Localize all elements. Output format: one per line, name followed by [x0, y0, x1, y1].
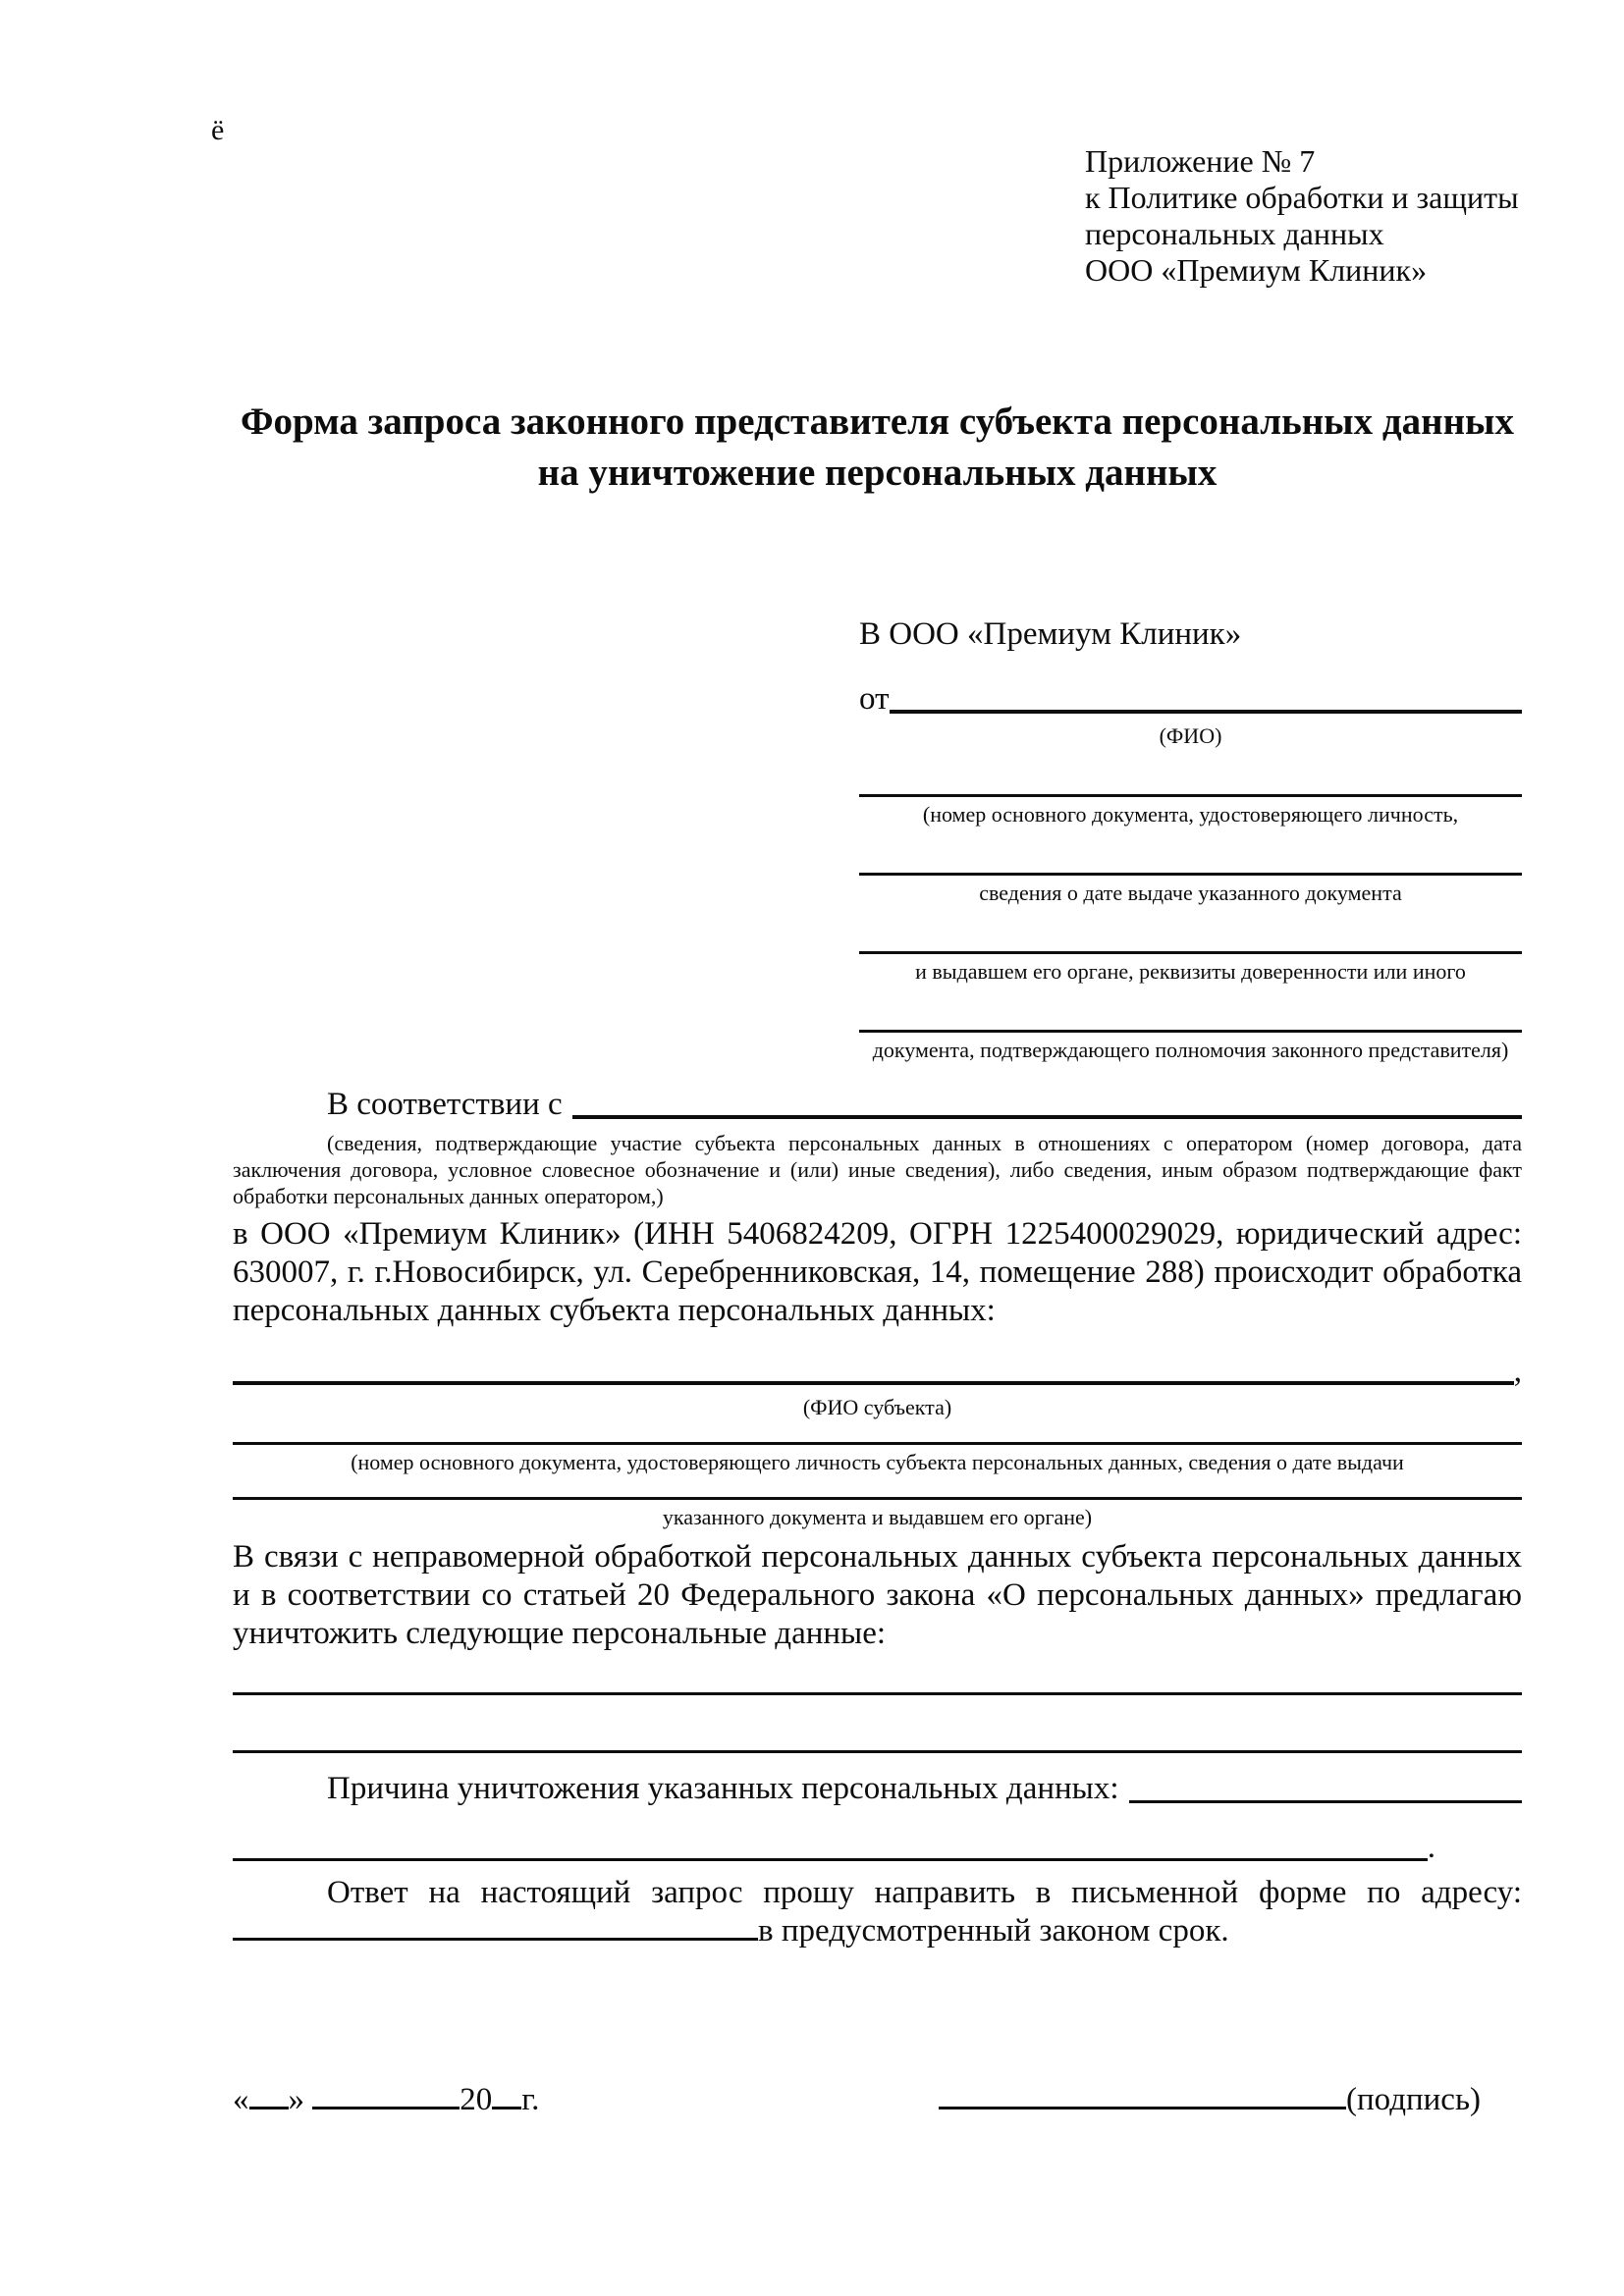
- doc-number-caption: (номер основного документа, удостоверяющего личность,: [922, 802, 1459, 827]
- response-paragraph: [233, 1874, 1522, 1950]
- date-year-blank: [492, 2107, 521, 2109]
- subject-doc-blank-line-1: [233, 1442, 1522, 1445]
- appendix-header-line: к Политике обработки и защиты: [1085, 180, 1519, 215]
- appendix-header-line: персональных данных: [1085, 216, 1384, 251]
- response-tail: в предусмотренный законом срок.: [758, 1913, 1229, 1949]
- fio-caption: (ФИО): [1159, 723, 1222, 748]
- subject-fio-blank-line: [233, 1381, 1514, 1385]
- reason-line-period: .: [1427, 1830, 1435, 1865]
- from-label: от: [859, 681, 890, 717]
- reason-continuation-row: [233, 1830, 1435, 1866]
- date-year-prefix: 20: [460, 2082, 493, 2117]
- accordance-blank-line: [572, 1115, 1522, 1119]
- date-quote-open: «: [233, 2082, 249, 2117]
- subject-doc-blank-line-2: [233, 1497, 1522, 1500]
- document-content: [233, 0, 1522, 2119]
- reason-row: [233, 1769, 1522, 1808]
- issue-date-blank-line: [859, 873, 1522, 876]
- data-blank-line-2: [233, 1750, 1522, 1753]
- authority-doc-blank-line: [859, 1030, 1522, 1033]
- operator-paragraph: в ООО «Премиум Клиник» (ИНН 5406824209, ОГРН 1225400029029, юридический адрес: 630007, г. г.Новосибирск, ул. Серебренниковская, 14, помещение 288) происходит обработка персональных данных субъекта персональных данных:: [233, 1216, 1522, 1328]
- reason-blank-line: [1129, 1800, 1522, 1803]
- date-year-suffix: г.: [521, 2082, 540, 2117]
- accordance-row: [233, 1085, 1522, 1124]
- accordance-note: (сведения, подтверждающие участие субъекта персональных данных в отношениях с оператором (номер договора, дата заключения договора, условное словесное обозначение и (или) иные сведения), либо сведения, иным образом подтверждающие факт обработки персональных данных оператором,): [233, 1131, 1522, 1208]
- date-day-blank: [249, 2107, 289, 2109]
- data-blank-line-1: [233, 1692, 1522, 1695]
- signature-field: [939, 2080, 1481, 2119]
- stray-character: ё: [211, 114, 225, 146]
- document-title-line2: на уничтожение персональных данных: [537, 452, 1218, 494]
- subject-fio-row: [233, 1354, 1522, 1390]
- signature-row: [233, 2080, 1522, 2119]
- issuing-authority-blank-line: [859, 951, 1522, 954]
- signature-caption: (подпись): [1346, 2082, 1481, 2117]
- subject-doc-caption-2: указанного документа и выдавшем его органе): [662, 1505, 1093, 1529]
- document-title-line1: Форма запроса законного представителя субъекта персональных данных: [240, 400, 1515, 443]
- accordance-lead: В соответствии с: [327, 1087, 563, 1122]
- document-title: [233, 397, 1522, 499]
- subject-fio-caption: (ФИО субъекта): [802, 1395, 952, 1419]
- from-blank-line: [890, 710, 1523, 714]
- signature-blank-line: [939, 2107, 1346, 2109]
- destroy-paragraph: В связи с неправомерной обработкой персональных данных субъекта персональных данных и в соответствии со статьей 20 Федерального закона «О персональных данных» предлагаю уничтожить следующие персональные данные:: [233, 1539, 1522, 1651]
- addressee-to: В ООО «Премиум Клиник»: [859, 616, 1242, 652]
- issuing-authority-caption: и выдавшем его органе, реквизиты доверенности или иного: [915, 959, 1466, 984]
- address-blank-line: [233, 1938, 758, 1941]
- date-quote-close: »: [288, 2082, 304, 2117]
- date-month-blank: [312, 2107, 460, 2109]
- addressee-block: [859, 614, 1522, 1063]
- reason-lead: Причина уничтожения указанных персональных данных:: [327, 1771, 1119, 1806]
- date-field: [233, 2080, 539, 2119]
- appendix-header-line: Приложение № 7: [1085, 143, 1316, 179]
- subject-doc-caption-1: (номер основного документа, удостоверяющего личность субъекта персональных данных, сведения о дате выдачи: [351, 1450, 1404, 1474]
- from-row: [859, 679, 1522, 719]
- issue-date-caption: сведения о дате выдаче указанного документа: [979, 881, 1402, 905]
- subject-fio-comma: ,: [1513, 1354, 1522, 1389]
- doc-number-blank-line: [859, 794, 1522, 797]
- response-lead: Ответ на настоящий запрос прошу направить в письменной форме по адресу:: [327, 1875, 1522, 1910]
- reason-continuation-blank-line: [233, 1858, 1428, 1861]
- appendix-header-line: ООО «Премиум Клиник»: [1085, 252, 1428, 288]
- authority-doc-caption: документа, подтверждающего полномочия законного представителя): [872, 1038, 1509, 1062]
